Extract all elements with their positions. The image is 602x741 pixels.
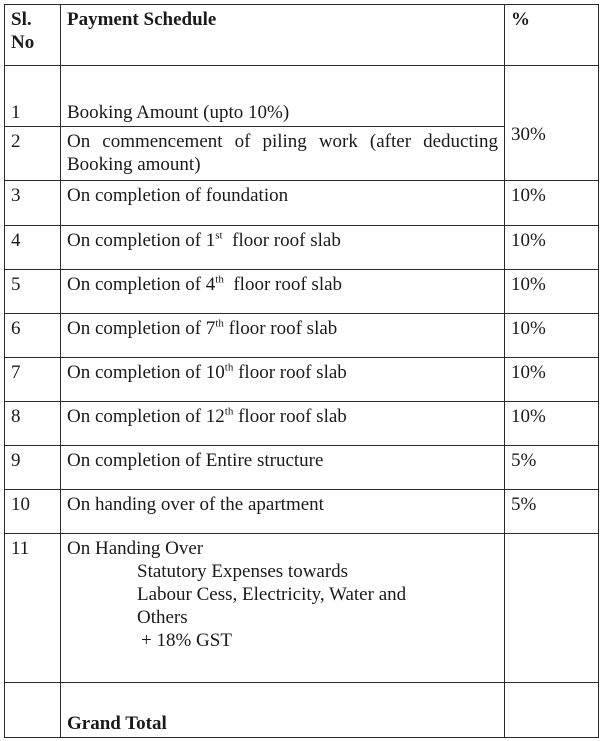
row-description: On completion of 4th floor roof slab: [61, 269, 505, 313]
table-row: [5, 65, 599, 126]
header-sl-line1: Sl.: [11, 9, 32, 30]
table-row: [5, 534, 599, 683]
row-description: On completion of 10th floor roof slab: [61, 357, 505, 401]
row-description: Booking Amount (upto 10%): [61, 65, 505, 126]
row-sl: 2: [5, 126, 61, 181]
row-description: On completion of 7th floor roof slab: [61, 313, 505, 357]
header-payment-schedule: Payment Schedule: [61, 5, 505, 66]
header-percent: %: [505, 5, 599, 66]
table-row: [5, 313, 599, 357]
grand-total-sl: [5, 683, 61, 738]
row-line: Labour Cess, Electricity, Water and: [137, 584, 407, 606]
row-line: Statutory Expenses towards: [137, 561, 349, 583]
row-line: Others: [137, 607, 188, 629]
row-description: On completion of 12th floor roof slab: [61, 401, 505, 445]
row-percent: 5%: [505, 445, 599, 489]
row-sl: 1: [5, 65, 61, 126]
row-sl: 6: [5, 313, 61, 357]
table-row: [5, 269, 599, 313]
row-description: On completion of foundation: [61, 181, 505, 225]
row-percent: 10%: [505, 269, 599, 313]
row-percent: 10%: [505, 181, 599, 225]
row-description: On completion of Entire structure: [61, 445, 505, 489]
row-sl: 8: [5, 401, 61, 445]
row-sl: 5: [5, 269, 61, 313]
row-description: On completion of 1st floor roof slab: [61, 225, 505, 269]
table-row: [5, 401, 599, 445]
row-percent: [505, 534, 599, 683]
table-row: [5, 225, 599, 269]
row-sl: 3: [5, 181, 61, 225]
row-percent: 10%: [505, 357, 599, 401]
table-row: [5, 445, 599, 489]
row-sl: 7: [5, 357, 61, 401]
row-sl: 10: [5, 490, 61, 534]
row-percent: 10%: [505, 401, 599, 445]
row-percent: 10%: [505, 313, 599, 357]
table-header-row: [5, 5, 599, 66]
grand-total-percent: [505, 683, 599, 738]
row-description: On handing over of the apartment: [61, 490, 505, 534]
row-line: + 18% GST: [141, 630, 232, 652]
header-sl-no: [5, 5, 61, 66]
row-percent: 30%: [505, 65, 599, 181]
row-sl: 4: [5, 225, 61, 269]
row-percent: 5%: [505, 490, 599, 534]
row-sl: 11: [5, 534, 61, 683]
row-sl: 9: [5, 445, 61, 489]
row-description: On commencement of piling work (after deducting Booking amount): [61, 126, 505, 181]
grand-total-label: Grand Total: [61, 683, 505, 738]
row-description: [61, 534, 505, 683]
table-row: [5, 357, 599, 401]
row-percent: 10%: [505, 225, 599, 269]
table-row: [5, 181, 599, 225]
grand-total-row: [5, 683, 599, 738]
header-sl-line2: No: [11, 32, 35, 53]
payment-schedule-table: [4, 4, 599, 738]
table-row: [5, 490, 599, 534]
row-line: On Handing Over: [67, 538, 204, 560]
